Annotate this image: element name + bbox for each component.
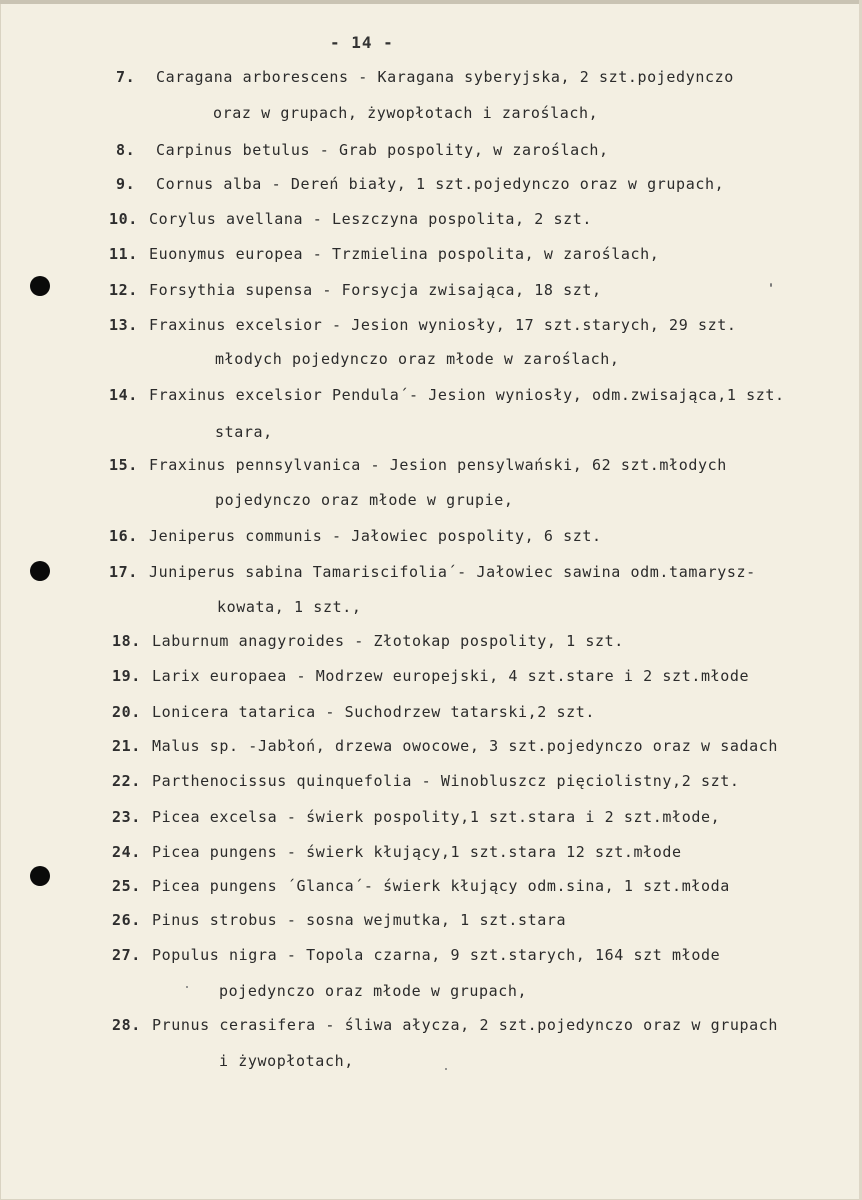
scan-speck	[770, 283, 772, 287]
list-item	[112, 737, 778, 755]
entry-text: Carpinus betulus - Grab pospolity, w zaroślach,	[156, 141, 609, 159]
entry-continuation: i żywopłotach,	[219, 1052, 354, 1070]
entry-continuation: stara,	[215, 423, 273, 441]
entry-text: Populus nigra - Topola czarna, 9 szt.starych, 164 szt młode	[152, 946, 721, 964]
entry-number: 13.	[109, 316, 138, 334]
entry-number: 24.	[112, 843, 141, 861]
entry-text: Euonymus europea - Trzmielina pospolita, w zaroślach,	[149, 245, 660, 263]
entry-text: Picea pungens - świerk kłujący,1 szt.stara 12 szt.młode	[152, 843, 682, 861]
entry-number: 15.	[109, 456, 138, 474]
entry-number: 22.	[112, 772, 141, 790]
entry-text: Cornus alba - Dereń biały, 1 szt.pojedynczo oraz w grupach,	[156, 175, 725, 193]
page-number: - 14 -	[330, 33, 394, 52]
entry-text: Caragana arborescens - Karagana syberyjska, 2 szt.pojedynczo	[156, 68, 734, 86]
entry-number: 12.	[109, 281, 138, 299]
entry-number: 18.	[112, 632, 141, 650]
list-item	[112, 632, 624, 650]
list-item	[109, 386, 785, 404]
entry-continuation: pojedynczo oraz młode w grupie,	[215, 491, 514, 509]
list-item	[112, 667, 749, 685]
entry-number: 9.	[116, 175, 136, 193]
list-item	[112, 772, 739, 790]
entry-number: 21.	[112, 737, 141, 755]
entry-number: 19.	[112, 667, 141, 685]
entry-number: 11.	[109, 245, 138, 263]
entry-number: 20.	[112, 703, 141, 721]
list-item	[112, 808, 720, 826]
entry-continuation: pojedynczo oraz młode w grupach,	[219, 982, 528, 1000]
punch-hole	[30, 866, 50, 886]
list-item	[109, 456, 727, 474]
entry-text: Lonicera tatarica - Suchodrzew tatarski,2 szt.	[152, 703, 596, 721]
entry-number: 28.	[112, 1016, 141, 1034]
list-item	[109, 527, 602, 545]
list-item	[112, 877, 730, 895]
list-item	[112, 911, 566, 929]
entry-text: Picea excelsa - świerk pospolity,1 szt.stara i 2 szt.młode,	[152, 808, 721, 826]
punch-hole	[30, 276, 50, 296]
entry-text: Jeniperus communis - Jałowiec pospolity, 6 szt.	[149, 527, 602, 545]
list-item	[112, 1016, 778, 1034]
entry-number: 8.	[116, 141, 136, 159]
entry-text: Picea pungens ´Glanca´- świerk kłujący odm.sina, 1 szt.młoda	[152, 877, 730, 895]
entry-number: 7.	[116, 68, 136, 86]
entry-continuation: kowata, 1 szt.,	[217, 598, 362, 616]
entry-text: Fraxinus pennsylvanica - Jesion pensylwański, 62 szt.młodych	[149, 456, 727, 474]
entry-continuation: oraz w grupach, żywopłotach i zaroślach,	[213, 104, 599, 122]
list-item	[116, 141, 609, 159]
list-item	[109, 210, 592, 228]
entry-text: Prunus cerasifera - śliwa ałycza, 2 szt.pojedynczo oraz w grupach	[152, 1016, 778, 1034]
scan-edge-top	[0, 0, 862, 4]
list-item	[109, 281, 602, 299]
entry-text: Corylus avellana - Leszczyna pospolita, 2 szt.	[149, 210, 593, 228]
entry-continuation: młodych pojedynczo oraz młode w zaroślach,	[215, 350, 620, 368]
entry-number: 23.	[112, 808, 141, 826]
list-item	[112, 946, 720, 964]
entry-number: 10.	[109, 210, 138, 228]
entry-text: Fraxinus excelsior - Jesion wyniosły, 17 szt.starych, 29 szt.	[149, 316, 737, 334]
entry-text: Juniperus sabina Tamariscifolia´- Jałowiec sawina odm.tamarysz-	[149, 563, 756, 581]
entry-number: 27.	[112, 946, 141, 964]
list-item	[112, 843, 682, 861]
list-item	[109, 316, 736, 334]
entry-text: Forsythia supensa - Forsycja zwisająca, 18 szt,	[149, 281, 602, 299]
entry-text: Larix europaea - Modrzew europejski, 4 szt.stare i 2 szt.młode	[152, 667, 750, 685]
entry-text: Laburnum anagyroides - Złotokap pospolity, 1 szt.	[152, 632, 624, 650]
entry-number: 26.	[112, 911, 141, 929]
entry-number: 14.	[109, 386, 138, 404]
entry-text: Pinus strobus - sosna wejmutka, 1 szt.stara	[152, 911, 567, 929]
scan-speck	[445, 1068, 447, 1070]
list-item	[109, 563, 756, 581]
entry-number: 16.	[109, 527, 138, 545]
entry-text: Fraxinus excelsior Pendula´- Jesion wyniosły, odm.zwisająca,1 szt.	[149, 386, 785, 404]
entry-number: 25.	[112, 877, 141, 895]
entry-text: Parthenocissus quinquefolia - Winobluszcz pięciolistny,2 szt.	[152, 772, 740, 790]
list-item	[109, 245, 659, 263]
entry-text: Malus sp. -Jabłoń, drzewa owocowe, 3 szt.pojedynczo oraz w sadach	[152, 737, 778, 755]
entry-number: 17.	[109, 563, 138, 581]
scan-speck	[186, 986, 188, 988]
list-item	[116, 68, 734, 86]
list-item	[116, 175, 724, 193]
list-item	[112, 703, 595, 721]
punch-hole	[30, 561, 50, 581]
